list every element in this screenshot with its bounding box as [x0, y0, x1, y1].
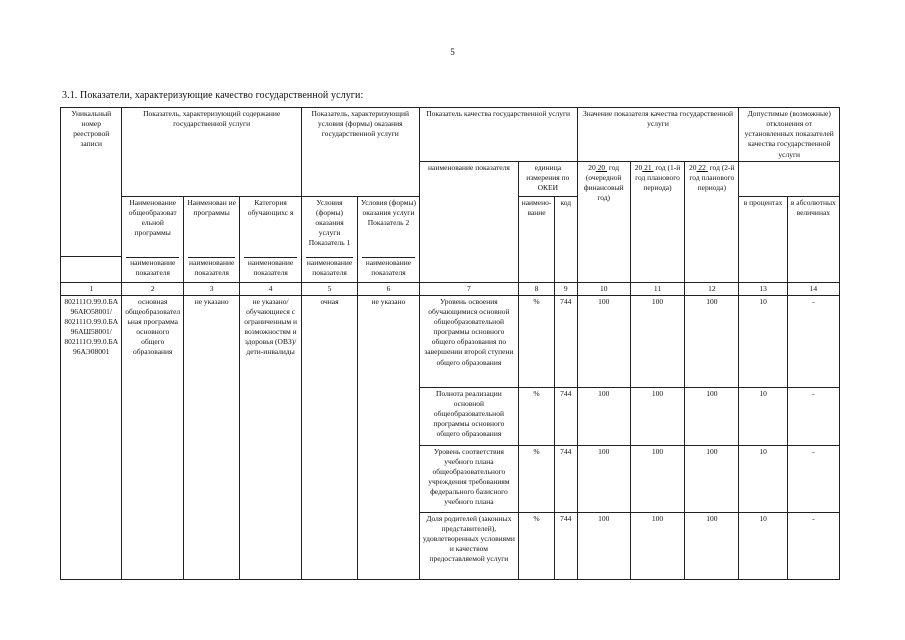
header-category: Категория обучающихс я [240, 196, 302, 256]
unit-code: 744 [554, 512, 577, 579]
header-quality-group: Показатель качества государственной услуги [419, 108, 577, 162]
deviation-absolute: - [787, 445, 839, 512]
value-year-1: 100 [577, 445, 630, 512]
col-num: 3 [183, 282, 239, 295]
deviation-percent: 10 [739, 387, 787, 445]
col-num: 7 [419, 282, 518, 295]
value-year-3: 100 [685, 387, 739, 445]
section-heading: 3.1. Показатели, характеризующие качество государственной услуги: [62, 90, 364, 101]
column-number-row [61, 282, 840, 295]
col-num: 14 [787, 282, 839, 295]
header-blank-1 [61, 256, 122, 282]
deviation-absolute: - [787, 387, 839, 445]
value-year-1: 100 [577, 387, 630, 445]
header-year-2: 20 21 год (1-й год планового периода) [630, 161, 684, 282]
col-num: 11 [630, 282, 684, 295]
col-num: 9 [554, 282, 577, 295]
header-year-1: 20 20 год (очередной финансовый год) [577, 161, 630, 282]
value-year-1: 100 [577, 295, 630, 387]
header-conditions-group: Показатель, характеризующий условия (формы) оказания государственной услуги [301, 108, 419, 197]
header-in-absolute: в абсолютных величинах [787, 196, 839, 282]
header-deviation-cont [739, 161, 840, 196]
unit: % [519, 512, 555, 579]
deviation-absolute: - [787, 295, 839, 387]
indicator-name: Уровень соответствия учебного плана общеобразовательного учреждения требованиям федерального базисного учебного плана [419, 445, 518, 512]
header-row-1 [61, 108, 840, 162]
header-deviation-group: Допустимые (возможные) отклонения от установленных показателей качества государственной услуги [739, 108, 840, 162]
col-num: 12 [685, 282, 739, 295]
header-name-indicator-6: наименование показателя [358, 256, 420, 282]
col-num: 4 [240, 282, 302, 295]
deviation-percent: 10 [739, 512, 787, 579]
indicator-name: Уровень освоения обучающимися основной общеобразовательной программы основного общего образования по завершении второй ступени общего образования [419, 295, 518, 387]
col-num: 10 [577, 282, 630, 295]
header-name-indicator-3: наименование показателя [183, 256, 239, 282]
header-unit-name: наимено-вание [519, 196, 555, 282]
table-row [61, 295, 840, 387]
record-category: не указано/ обучающиеся с ограниченным и возможностям и здоровья (ОВЗ)/ дети-инвалиды [240, 295, 302, 579]
header-program: Наименование общеобразоват ельной программы [122, 196, 183, 256]
value-year-3: 100 [685, 512, 739, 579]
header-unit-code: код [554, 196, 577, 282]
col-num: 13 [739, 282, 787, 295]
page-number: 5 [450, 47, 455, 57]
deviation-absolute: - [787, 512, 839, 579]
value-year-2: 100 [630, 387, 684, 445]
header-indicator-name: наименование показателя [419, 161, 518, 282]
header-program-name: Наименован ие программы [183, 196, 239, 256]
col-num: 5 [301, 282, 357, 295]
header-unique-number: Уникальный номер реестровой записи [61, 108, 122, 257]
value-year-3: 100 [685, 295, 739, 387]
unit-code: 744 [554, 387, 577, 445]
header-name-indicator-2: наименование показателя [122, 256, 183, 282]
header-year-3: 20 22 год (2-й год планового периода) [685, 161, 739, 282]
record-condition-1: очная [301, 295, 357, 579]
value-year-1: 100 [577, 512, 630, 579]
indicator-name: Полнота реализации основной общеобразовательной программы основного общего образования [419, 387, 518, 445]
indicator-name: Доля родителей (законных представителей), удовлетворенных условиями и качеством предоставляемой услуги [419, 512, 518, 579]
header-unit-okei: единица измерения по ОКЕИ [519, 161, 577, 196]
value-year-2: 100 [630, 445, 684, 512]
record-codes: 802111О.99.0.БА 96АЮ58001/ 802111О.99.0.БА 96АШ58001/ 802111О.99.0.БА 96АЭ08001 [61, 295, 122, 579]
value-year-2: 100 [630, 512, 684, 579]
unit: % [519, 387, 555, 445]
header-value-group: Значение показателя качества государственной услуги [577, 108, 739, 162]
unit-code: 744 [554, 445, 577, 512]
header-name-indicator-5: наименование показателя [301, 256, 357, 282]
deviation-percent: 10 [739, 445, 787, 512]
header-content-group: Показатель, характеризующий содержание государственной услуги [122, 108, 301, 197]
record-condition-2: не указано [358, 295, 420, 579]
header-condition-2: Условия (формы) оказания услуги Показатель 2 [358, 196, 420, 256]
quality-indicators-table [60, 107, 840, 580]
header-in-percent: в процентах [739, 196, 787, 282]
col-num: 6 [358, 282, 420, 295]
unit-code: 744 [554, 295, 577, 387]
header-name-indicator-4: наименование показателя [240, 256, 302, 282]
col-num: 1 [61, 282, 122, 295]
unit: % [519, 445, 555, 512]
value-year-3: 100 [685, 445, 739, 512]
col-num: 8 [519, 282, 555, 295]
header-condition-1: Условия (формы) оказания услуги Показатель 1 [301, 196, 357, 256]
unit: % [519, 295, 555, 387]
record-program: основная общеобразовател ьная программа основного общего образования [122, 295, 183, 579]
deviation-percent: 10 [739, 295, 787, 387]
record-program-name: не указано [183, 295, 239, 579]
value-year-2: 100 [630, 295, 684, 387]
col-num: 2 [122, 282, 183, 295]
